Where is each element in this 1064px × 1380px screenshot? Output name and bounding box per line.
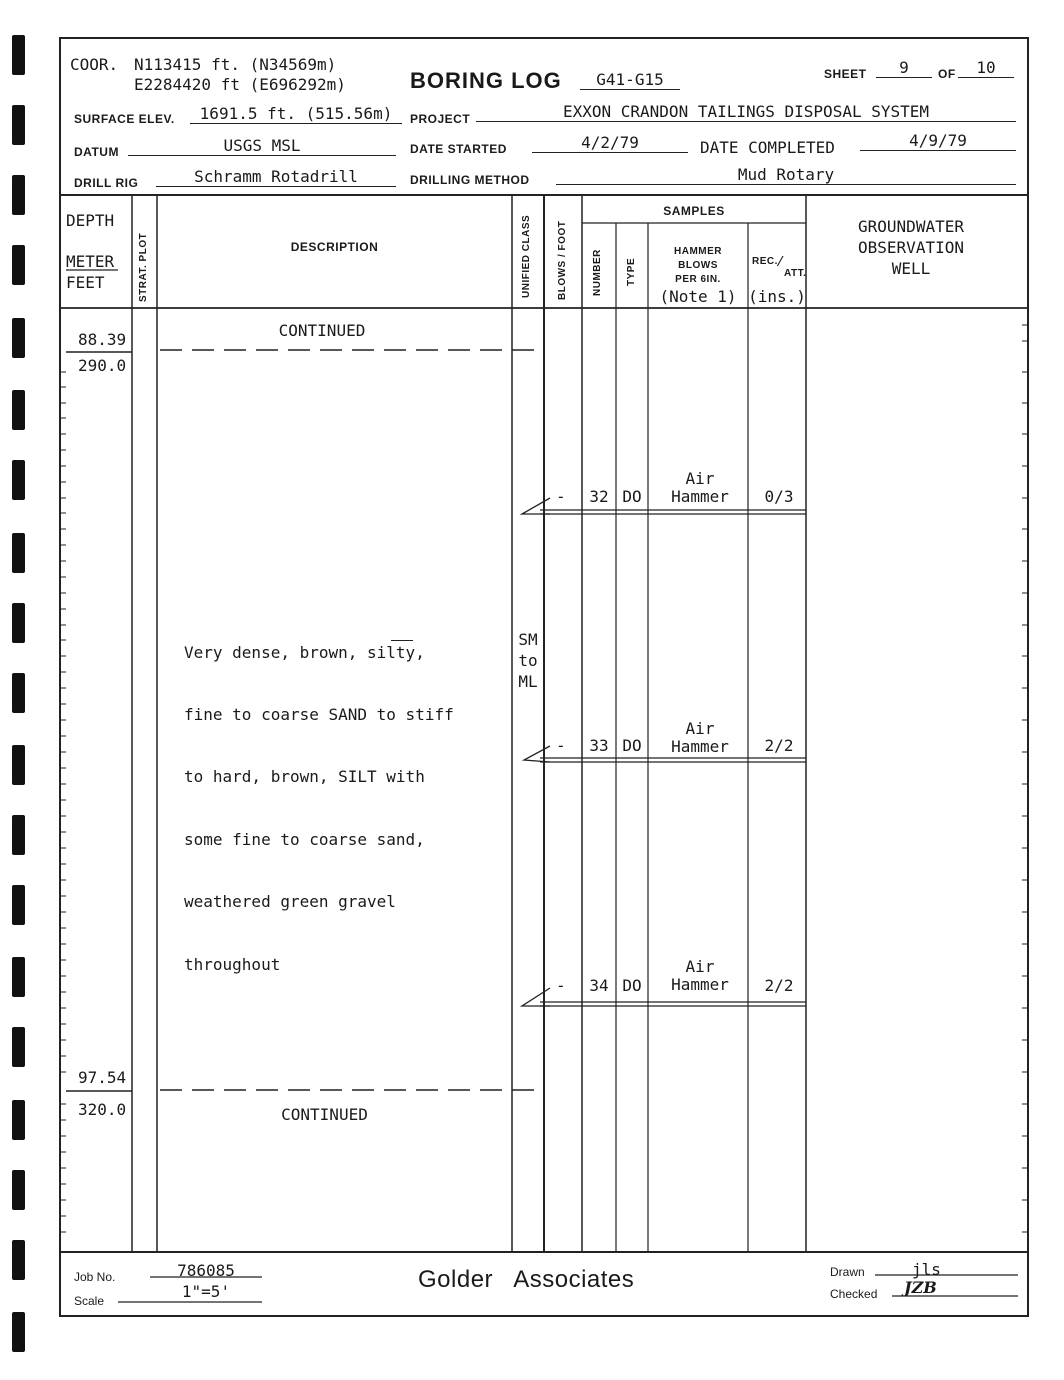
- sample-32-type: DO: [622, 487, 642, 506]
- sample-33-rec-att: 2/2: [764, 736, 794, 755]
- depth-bottom-feet: 320.0: [78, 1100, 127, 1119]
- sample-32-rec-att: 0/3: [764, 487, 794, 506]
- gw-line3: WELL: [891, 259, 931, 278]
- rec-units: (ins.): [748, 287, 806, 306]
- sample-33-type: DO: [622, 736, 642, 755]
- type-header: TYPE: [626, 257, 637, 286]
- scale-value: 1"=5': [181, 1282, 231, 1301]
- drawn-value: jls: [912, 1260, 941, 1279]
- desc-line-5: weathered green gravel: [184, 892, 396, 912]
- scale-label: Scale: [74, 1294, 105, 1308]
- project-label: PROJECT: [410, 112, 471, 126]
- description-header: DESCRIPTION: [290, 240, 379, 254]
- desc-line-2: fine to coarse SAND to stiff: [184, 704, 454, 724]
- unified-class-header: UNIFIED CLASS: [521, 214, 532, 298]
- depth-top-feet: 290.0: [78, 356, 127, 375]
- sample-33-blows: -: [556, 736, 566, 755]
- meter-header: METER: [66, 252, 115, 271]
- drilling-method-label: DRILLING METHOD: [410, 173, 530, 187]
- hammer-header-line2: BLOWS: [678, 260, 718, 271]
- samples-header: SAMPLES: [663, 204, 725, 218]
- hammer-header-line3: PER 6IN.: [675, 274, 721, 285]
- job-no-value: 786085: [177, 1261, 235, 1280]
- depth-bottom-meter: 97.54: [78, 1068, 127, 1087]
- company-name: Golder Associates: [418, 1266, 635, 1293]
- strat-plot-header: STRAT. PLOT: [138, 232, 149, 302]
- depth-top-meter: 88.39: [78, 330, 127, 349]
- sample-32-blows: -: [556, 487, 566, 506]
- unified-class-value: [512, 629, 544, 692]
- date-started-value: 4/2/79: [532, 133, 688, 153]
- sample-32-number: 32: [589, 487, 609, 506]
- sample-34-hammer: [648, 958, 752, 994]
- sample-33-hammer-2: Hammer: [671, 737, 729, 756]
- sample-34-hammer-2: Hammer: [671, 975, 729, 994]
- sample-34-hammer-1: Air: [685, 957, 715, 976]
- sample-34-blows: -: [556, 976, 566, 995]
- boring-log-title: BORING LOG: [410, 68, 562, 93]
- sample-32-hammer-1: Air: [685, 469, 715, 488]
- gw-line2: OBSERVATION: [858, 238, 964, 257]
- desc-line-1: Very dense, brown, silty,: [184, 642, 425, 662]
- number-header: NUMBER: [592, 249, 603, 296]
- sample-34-type: DO: [622, 976, 642, 995]
- surface-elev-value: 1691.5 ft. (515.56m): [190, 104, 402, 124]
- sample-33-hammer-1: Air: [685, 719, 715, 738]
- gw-line1: GROUNDWATER: [858, 217, 964, 236]
- datum-value: USGS MSL: [128, 136, 396, 156]
- sample-33-number: 33: [589, 736, 609, 755]
- sample-33-hammer: [648, 720, 752, 756]
- datum-label: DATUM: [74, 145, 119, 159]
- sample-32-hammer: [648, 470, 752, 506]
- blows-foot-header: BLOWS / FOOT: [557, 220, 568, 300]
- job-no-label: Job No.: [74, 1270, 116, 1284]
- project-value: EXXON CRANDON TAILINGS DISPOSAL SYSTEM: [476, 102, 1016, 122]
- surface-elev-label: SURFACE ELEV.: [74, 112, 175, 126]
- continued-bottom: CONTINUED: [281, 1105, 368, 1124]
- checked-label: Checked: [830, 1287, 878, 1301]
- desc-line-6: throughout: [184, 954, 281, 974]
- drill-rig-value: Schramm Rotadrill: [156, 167, 396, 187]
- coor-east: E2284420 ft (E696292m): [134, 75, 346, 94]
- uc-line-1: SM: [518, 630, 538, 649]
- coor-label: COOR.: [70, 55, 119, 74]
- desc-line-3: to hard, brown, SILT with: [184, 767, 425, 787]
- sample-34-rec-att: 2/2: [764, 976, 794, 995]
- of-label: OF: [938, 67, 956, 81]
- hammer-header-line1: HAMMER: [674, 246, 722, 257]
- rec-att-slash: /: [776, 255, 785, 271]
- drilling-method-value: Mud Rotary: [556, 165, 1016, 185]
- soil-description: [184, 601, 454, 996]
- groundwater-header: [806, 216, 1016, 279]
- desc-line-4: some fine to coarse sand,: [184, 829, 425, 849]
- sample-34-number: 34: [589, 976, 609, 995]
- feet-header: FEET: [66, 273, 105, 292]
- depth-header: DEPTH: [66, 211, 115, 230]
- sheet-number: 9: [876, 58, 932, 78]
- boring-log-id: G41-G15: [580, 70, 680, 90]
- drill-rig-label: DRILL RIG: [74, 176, 139, 190]
- coor-north: N113415 ft. (N34569m): [134, 55, 337, 74]
- date-completed-label: DATE COMPLETED: [700, 138, 835, 157]
- sheet-label: SHEET: [824, 67, 867, 81]
- drawn-label: Drawn: [830, 1265, 865, 1279]
- att-header: ATT.: [784, 268, 807, 279]
- date-completed-value: 4/9/79: [860, 131, 1016, 151]
- sample-32-hammer-2: Hammer: [671, 487, 729, 506]
- sheet-total: 10: [958, 58, 1014, 78]
- hammer-note: (Note 1): [659, 287, 737, 306]
- uc-line-3: ML: [518, 672, 538, 691]
- continued-top: CONTINUED: [278, 321, 366, 340]
- uc-line-2: to: [518, 651, 538, 670]
- hammer-blows-header: [648, 245, 748, 287]
- rec-header: REC.: [752, 256, 778, 267]
- to-underline: [391, 640, 413, 641]
- date-started-label: DATE STARTED: [410, 142, 507, 156]
- checked-initials: JZB: [904, 1278, 937, 1297]
